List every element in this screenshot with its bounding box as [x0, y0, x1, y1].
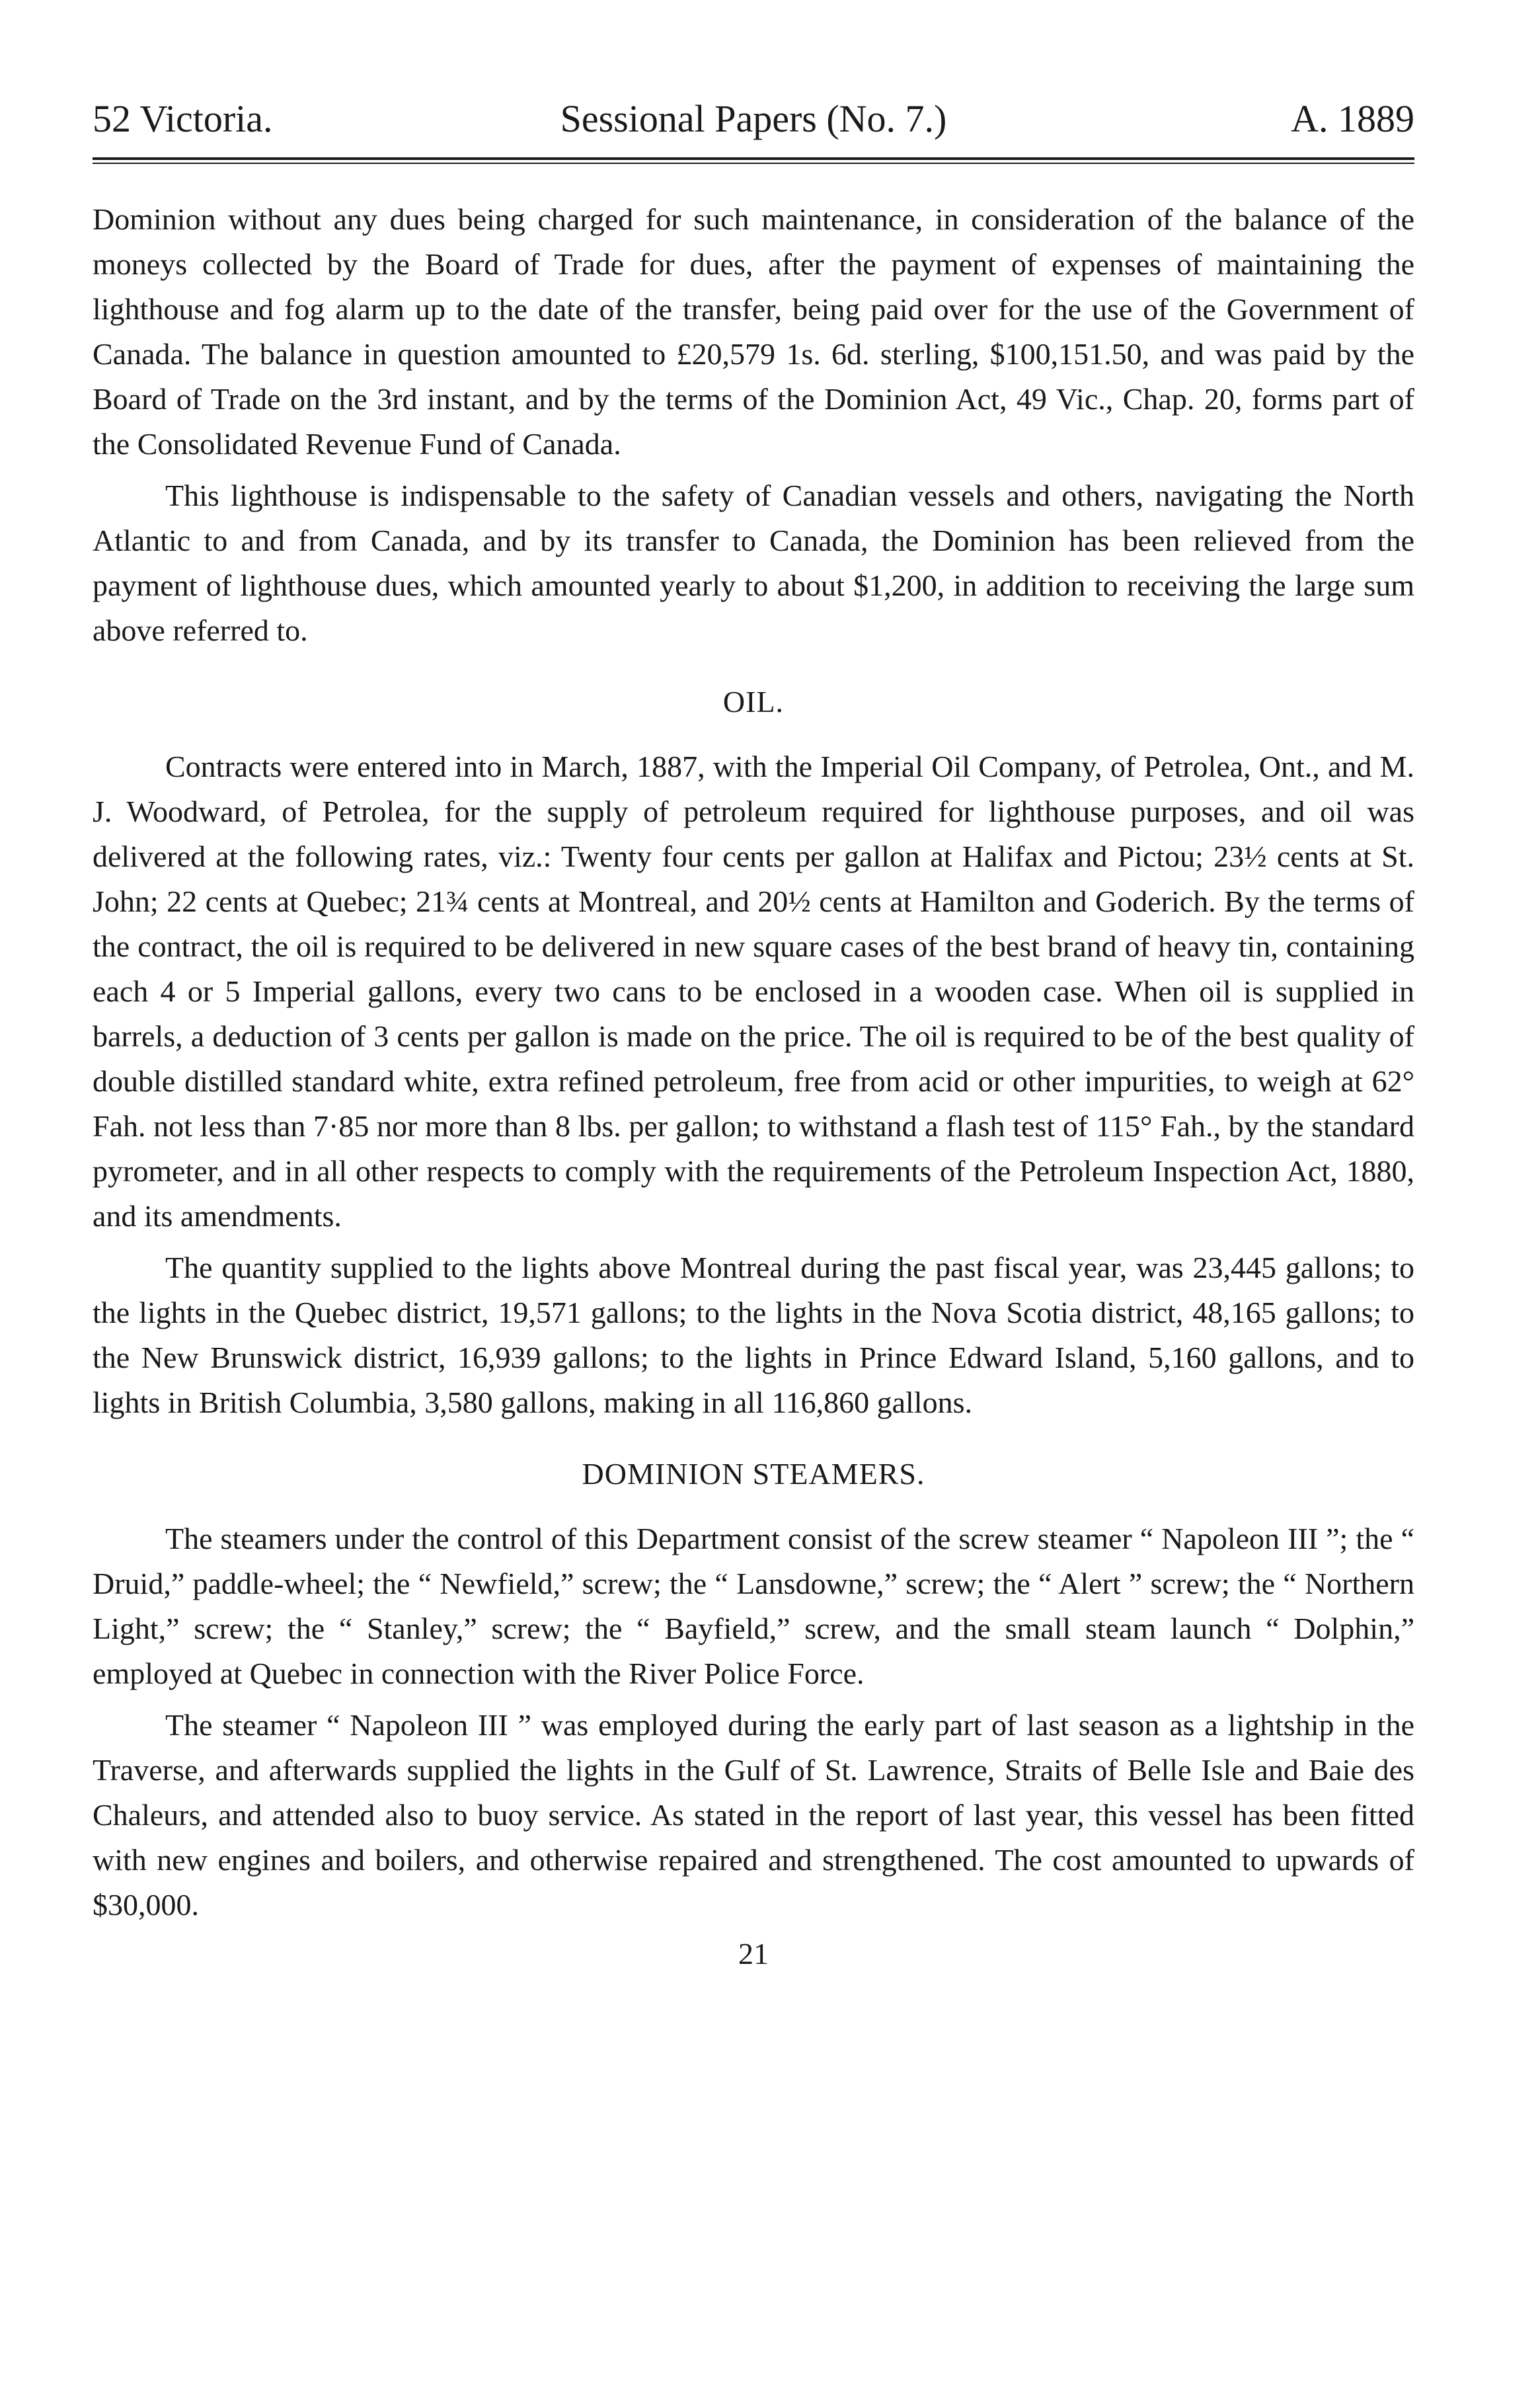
document-page: [93, 86, 1414, 2360]
header-rule: [93, 157, 1414, 164]
section-heading-steamers: DOMINION STEAMERS.: [582, 1457, 925, 1491]
running-head-title: Sessional Papers (No. 7.): [560, 97, 947, 140]
paragraph-oil-quantity: The quantity supplied to the lights above Montreal during the past fiscal year, was 23,445 gallons; to the lights in the Quebec district, 19,571 gallons; to the lights in the Nova Scotia district, 48,165 gallons; to the New Brunswick district, 16,939 gallons; to the lights in Prince Edward Island, 5,160 gallons, and to lights in British Columbia, 3,580 gallons, making in all 116,860 gallons.: [93, 1251, 1414, 1419]
paragraph-lighthouse-importance: This lighthouse is indispensable to the safety of Canadian vessels and others, navigating the North Atlantic to and from Canada, and by its transfer to Canada, the Dominion has been relieved from the payment of lighthouse dues, which amounted yearly to about $1,200, in addition to receiving the large sum above referred to.: [93, 479, 1414, 647]
body-text: [93, 197, 1414, 1928]
paragraph-oil-contracts: Contracts were entered into in March, 1887, with the Imperial Oil Company, of Petrolea, Ont., and M. J. Woodward, of Petrolea, for the supply of petroleum required for lighthouse purposes, and oil was delivered at the following rates, viz.: Twenty four cents per gallon at Halifax and Pictou; 23½ cents at St. John; 22 cents at Quebec; 21¾ cents at Montreal, and 20½ cents at Hamilton and Goderich. By the terms of the contract, the oil is required to be delivered in new square cases of the best brand of heavy tin, containing each 4 or 5 Imperial gallons, every two cans to be enclosed in a wooden case. When oil is supplied in barrels, a deduction of 3 cents per gallon is made on the price. The oil is required to be of the best quality of double distilled standard white, extra refined petroleum, free from acid or other impurities, to weigh at 62° Fah. not less than 7·85 nor more than 8 lbs. per gallon; to withstand a flash test of 115° Fah., by the standard pyrometer, and in all other respects to comply with the requirements of the Petroleum Inspection Act, 1880, and its amendments.: [93, 750, 1414, 1233]
paragraph-steamers-list: The steamers under the control of this Department consist of the screw steamer “ Napoleon III ”; the “ Druid,” paddle-wheel; the “ Newfield,” screw; the “ Lansdowne,” screw; the “ Alert ” screw; the “ Northern Light,” screw; the “ Stanley,” screw; the “ Bayfield,” screw, and the small steam launch “ Dolphin,” employed at Quebec in connection with the River Police Force.: [93, 1522, 1414, 1690]
running-head-year: A. 1889: [1291, 97, 1414, 140]
section-heading-oil: OIL.: [722, 685, 785, 719]
running-head-session: 52 Victoria.: [93, 97, 273, 140]
running-head: [93, 86, 1414, 152]
paragraph-napoleon-iii: The steamer “ Napoleon III ” was employed during the early part of last season as a lightship in the Traverse, and afterwards supplied the lights in the Gulf of St. Lawrence, Straits of Belle Isle and Baie des Chaleurs, and attended also to buoy service. As stated in the report of last year, this vessel has been fitted with new engines and boilers, and otherwise repaired and strengthened. The cost amounted to upwards of $30,000.: [93, 1708, 1414, 1922]
paragraph-lighthouse-transfer: Dominion without any dues being charged for such maintenance, in consideration of the balance of the moneys collected by the Board of Trade for dues, after the payment of expenses of maintaining the lighthouse and fog alarm up to the date of the transfer, being paid over for the use of the Government of Canada. The balance in question amounted to £20,579 1s. 6d. sterling, $100,151.50, and was paid by the Board of Trade on the 3rd instant, and by the terms of the Dominion Act, 49 Vic., Chap. 20, forms part of the Consolidated Revenue Fund of Canada.: [93, 202, 1414, 461]
page-number: 21: [738, 1937, 769, 1971]
